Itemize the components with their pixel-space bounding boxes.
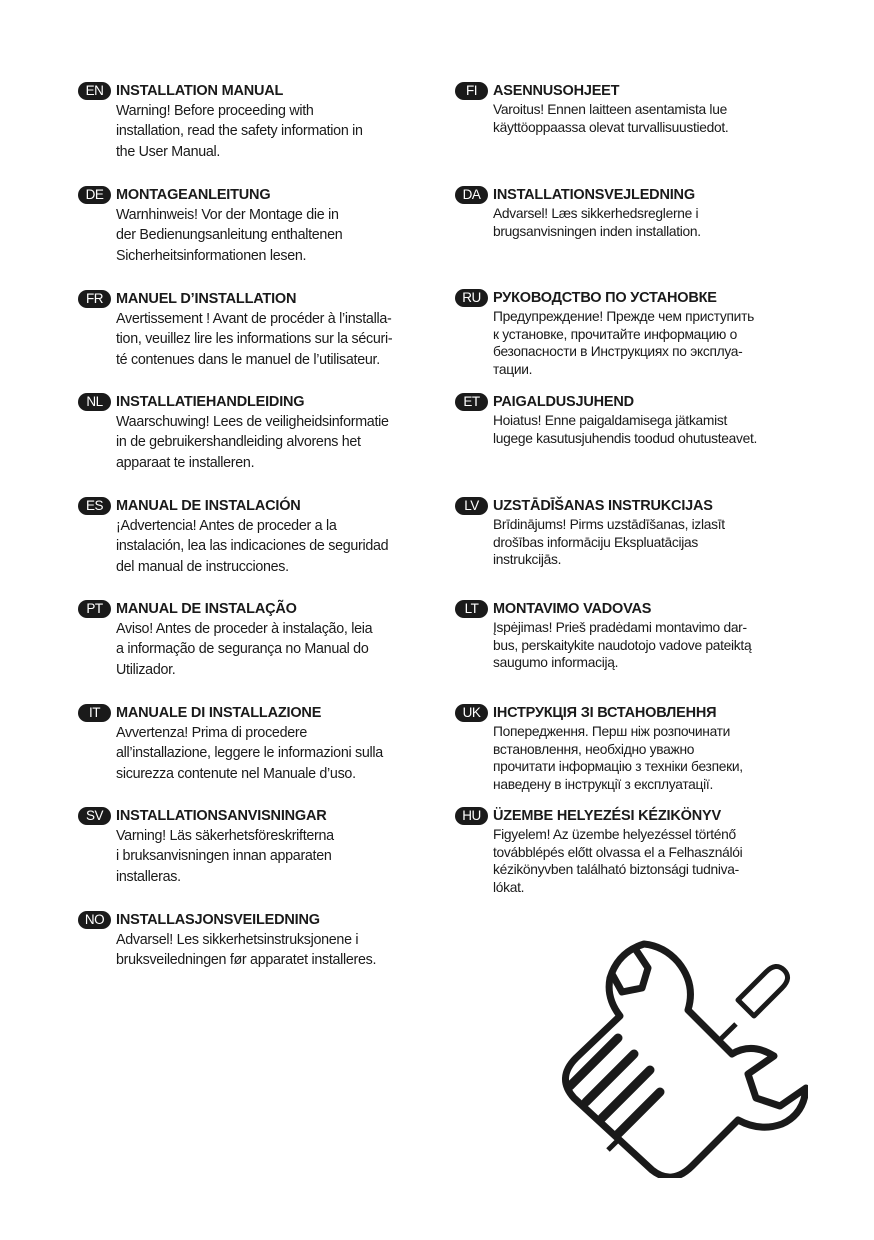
warning-line: the User Manual. bbox=[116, 143, 221, 160]
language-badge: FI bbox=[455, 82, 488, 100]
warning-text bbox=[116, 516, 428, 577]
section-title: MONTAVIMO VADOVAS bbox=[493, 601, 652, 617]
warning-line: instrukcijās. bbox=[493, 552, 562, 567]
warning-line: té contenues dans le manuel de l’utilisateur. bbox=[116, 351, 380, 368]
section-fi bbox=[455, 82, 815, 186]
language-badge: SV bbox=[78, 807, 111, 825]
warning-line: Įspėjimas! Prieš pradėdami montavimo dar- bbox=[493, 620, 747, 635]
language-badge: NO bbox=[78, 911, 111, 929]
warning-line: Avvertenza! Prima di procedere bbox=[116, 725, 307, 741]
warning-text bbox=[493, 723, 815, 793]
warning-line: apparaat te installeren. bbox=[116, 454, 255, 471]
warning-line: lókat. bbox=[493, 879, 525, 895]
language-badge: HU bbox=[455, 807, 488, 825]
section-sv bbox=[78, 807, 428, 911]
language-badge: LT bbox=[455, 600, 488, 618]
section-lt bbox=[455, 600, 815, 704]
warning-line: Advarsel! Læs sikkerhedsreglerne i bbox=[493, 206, 699, 221]
warning-text bbox=[493, 205, 815, 240]
warning-line: in de gebruikershandleiding alvorens het bbox=[116, 434, 361, 451]
warning-line: Warning! Before proceeding with bbox=[116, 103, 314, 119]
warning-text bbox=[116, 205, 428, 266]
section-title: ÜZEMBE HELYEZÉSI KÉZIKÖNYV bbox=[493, 808, 721, 824]
warning-line: drošības informāciju Ekspluatācijas bbox=[493, 534, 698, 550]
language-badge: LV bbox=[455, 497, 488, 515]
warning-text bbox=[116, 412, 428, 473]
language-badge: UK bbox=[455, 704, 488, 722]
warning-line: saugumo informaciją. bbox=[493, 655, 619, 670]
warning-line: i bruksanvisningen innan apparaten bbox=[116, 848, 332, 865]
warning-text bbox=[116, 101, 428, 162]
section-title: UZSTĀDĪŠANAS INSTRUKCIJAS bbox=[493, 498, 713, 514]
section-lv bbox=[455, 497, 815, 600]
section-ru bbox=[455, 289, 815, 393]
language-badge: FR bbox=[78, 290, 111, 308]
warning-text bbox=[116, 619, 428, 680]
left-column bbox=[78, 82, 428, 991]
language-badge: DE bbox=[78, 186, 111, 204]
warning-line: kézikönyvben található biztonsági tudniva- bbox=[493, 862, 739, 877]
warning-line: Brīdinājums! Pirms uzstādīšanas, izlasīt bbox=[493, 517, 725, 532]
warning-text bbox=[493, 619, 815, 672]
warning-line: installation, read the safety information in bbox=[116, 123, 363, 140]
section-es bbox=[78, 497, 428, 600]
warning-line: a informação de segurança no Manual do bbox=[116, 641, 369, 658]
warning-text bbox=[493, 308, 815, 378]
language-badge: NL bbox=[78, 393, 111, 411]
language-badge: EN bbox=[78, 82, 111, 100]
language-badge: IT bbox=[78, 704, 111, 722]
language-badge: PT bbox=[78, 600, 111, 618]
section-title: INSTALLASJONSVEILEDNING bbox=[116, 912, 320, 928]
right-column bbox=[455, 82, 815, 911]
section-title: MONTAGEANLEITUNG bbox=[116, 187, 271, 203]
warning-line: Advarsel! Les sikkerhetsinstruksjonene i bbox=[116, 932, 359, 948]
section-title: INSTALLATIONSANVISNINGAR bbox=[116, 808, 327, 824]
section-title: MANUAL DE INSTALAÇÃO bbox=[116, 601, 297, 617]
warning-line: прочитати інформацію з техніки безпеки, bbox=[493, 759, 743, 774]
warning-line: lugege kasutusjuhendis toodud ohutusteavet. bbox=[493, 430, 758, 446]
warning-line: Figyelem! Az üzembe helyezéssel történő bbox=[493, 827, 736, 842]
section-da bbox=[455, 186, 815, 289]
language-badge: ES bbox=[78, 497, 111, 515]
language-badge: RU bbox=[455, 289, 488, 307]
section-title: ASENNUSOHJEET bbox=[493, 83, 620, 99]
warning-line: instalación, lea las indicaciones de seguridad bbox=[116, 538, 389, 555]
warning-line: tion, veuillez lire les informations sur la sécuri- bbox=[116, 331, 393, 348]
warning-text bbox=[493, 826, 815, 896]
warning-line: Aviso! Antes de proceder à instalação, leia bbox=[116, 621, 373, 637]
warning-line: Varning! Läs säkerhetsföreskrifterna bbox=[116, 828, 334, 844]
warning-text bbox=[116, 930, 428, 971]
section-de bbox=[78, 186, 428, 290]
warning-line: der Bedienungsanleitung enthaltenen bbox=[116, 227, 343, 244]
warning-text bbox=[116, 309, 428, 370]
warning-line: továbblépés előtt olvassa el a Felhasználói bbox=[493, 844, 743, 860]
warning-line: installeras. bbox=[116, 868, 181, 885]
warning-line: Sicherheitsinformationen lesen. bbox=[116, 247, 307, 264]
section-nl bbox=[78, 393, 428, 497]
warning-text bbox=[493, 101, 815, 136]
warning-line: Avertissement ! Avant de procéder à l’installa- bbox=[116, 311, 392, 327]
warning-line: Предупреждение! Прежде чем приступить bbox=[493, 309, 754, 324]
warning-line: Hoiatus! Enne paigaldamisega jätkamist bbox=[493, 413, 728, 428]
warning-line: тации. bbox=[493, 361, 533, 377]
warning-line: Warnhinweis! Vor der Montage die in bbox=[116, 207, 339, 223]
warning-line: наведену в інструкції з експлуатації. bbox=[493, 776, 713, 792]
section-title: INSTALLATIEHANDLEIDING bbox=[116, 394, 305, 410]
warning-line: встановлення, необхідно уважно bbox=[493, 741, 695, 757]
warning-line: sicurezza contenute nel Manuale d’uso. bbox=[116, 765, 356, 782]
section-title: PAIGALDUSJUHEND bbox=[493, 394, 634, 410]
section-fr bbox=[78, 290, 428, 393]
wrench-screwdriver-icon bbox=[548, 938, 808, 1178]
section-pt bbox=[78, 600, 428, 704]
warning-text bbox=[493, 516, 815, 569]
warning-line: ¡Advertencia! Antes de proceder a la bbox=[116, 518, 337, 534]
warning-line: bus, perskaitykite naudotojo vadove pateiktą bbox=[493, 637, 752, 653]
language-badge: ET bbox=[455, 393, 488, 411]
warning-line: brugsanvisningen inden installation. bbox=[493, 223, 701, 239]
section-title: INSTALLATION MANUAL bbox=[116, 83, 284, 99]
warning-line: bruksveiledningen før apparatet installeres. bbox=[116, 952, 377, 969]
section-title: MANUAL DE INSTALACIÓN bbox=[116, 498, 301, 514]
warning-line: к установке, прочитайте информацию о bbox=[493, 326, 737, 342]
warning-line: all’installazione, leggere le informazioni sulla bbox=[116, 745, 383, 762]
section-title: ІНСТРУКЦІЯ ЗІ ВСТАНОВЛЕННЯ bbox=[493, 705, 717, 721]
section-uk bbox=[455, 704, 815, 807]
warning-line: del manual de instrucciones. bbox=[116, 558, 289, 575]
section-it bbox=[78, 704, 428, 807]
warning-line: Попередження. Перш ніж розпочинати bbox=[493, 724, 731, 739]
warning-line: безопасности в Инструкциях по эксплуа- bbox=[493, 344, 743, 359]
warning-text bbox=[116, 723, 428, 784]
section-title: INSTALLATIONSVEJLEDNING bbox=[493, 187, 695, 203]
section-no bbox=[78, 911, 428, 991]
warning-text bbox=[493, 412, 815, 447]
section-title: MANUEL D’INSTALLATION bbox=[116, 291, 297, 307]
warning-line: Waarschuwing! Lees de veiligheidsinformatie bbox=[116, 414, 389, 430]
warning-line: käyttöoppaassa olevat turvallisuustiedot. bbox=[493, 119, 729, 135]
section-en bbox=[78, 82, 428, 186]
warning-line: Varoitus! Ennen laitteen asentamista lue bbox=[493, 102, 727, 117]
warning-line: Utilizador. bbox=[116, 661, 176, 678]
language-badge: DA bbox=[455, 186, 488, 204]
section-et bbox=[455, 393, 815, 497]
warning-text bbox=[116, 826, 428, 887]
section-title: РУКОВОДСТВО ПО УСТАНОВКЕ bbox=[493, 290, 717, 306]
section-title: MANUALE DI INSTALLAZIONE bbox=[116, 705, 322, 721]
section-hu bbox=[455, 807, 815, 911]
